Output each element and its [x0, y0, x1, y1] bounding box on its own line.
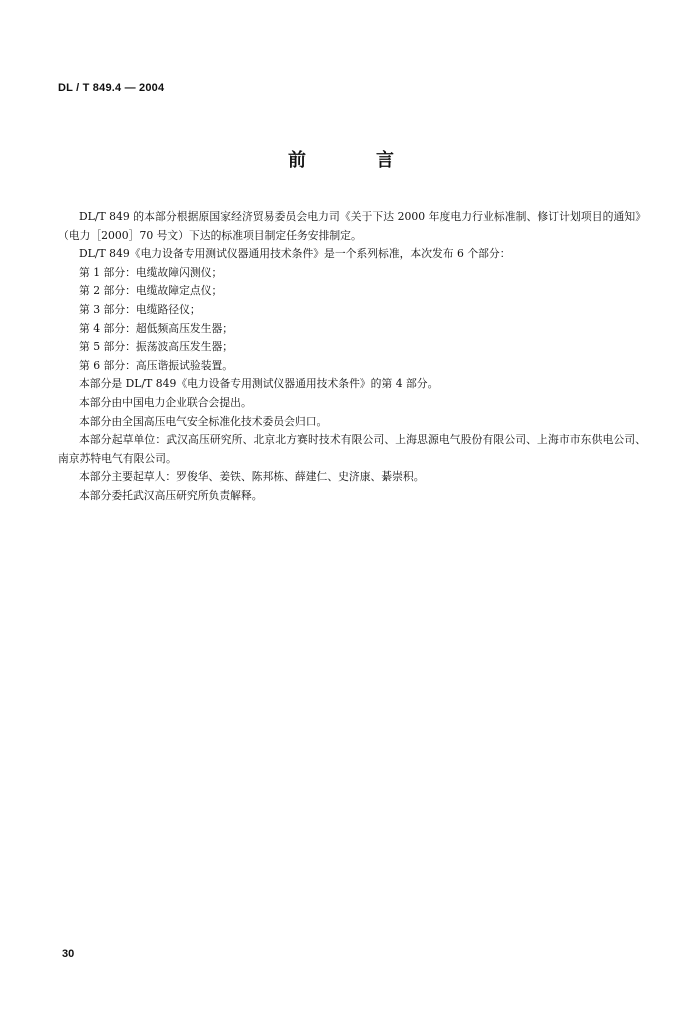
- paragraph-this-part: 本部分是 DL/T 849《电力设备专用测试仪器通用技术条件》的第 4 部分。: [79, 377, 439, 391]
- paragraph-part-2: 第 2 部分：电缆故障定点仪；: [79, 284, 223, 298]
- paragraph-main-drafters: 本部分主要起草人：罗俊华、姜铁、陈邦栋、薛建仁、史济康、綦崇积。: [79, 470, 425, 484]
- paragraph-part-6: 第 6 部分：高压谐振试验装置。: [79, 358, 234, 372]
- page-number: 30: [62, 948, 75, 960]
- paragraph-proposed-by: 本部分由中国电力企业联合会提出。: [79, 395, 252, 409]
- standard-code: DL / T 849.4 — 2004: [58, 82, 165, 94]
- paragraph-drafting-basis: DL/T 849 的本部分根据原国家经济贸易委员会电力司《关于下达 2000 年度电力行业标准制、修订计划项目的通知》（电力［2000］70 号文）下达的标准项目制定任务安排制定。: [58, 210, 646, 242]
- paragraph-series-overview: DL/T 849《电力设备专用测试仪器通用技术条件》是一个系列标准，本次发布 6 个部分：: [79, 247, 511, 261]
- paragraph-part-4: 第 4 部分：超低频高压发生器；: [79, 321, 234, 335]
- paragraph-drafting-units: 本部分起草单位：武汉高压研究所、北京北方赛时技术有限公司、上海思源电气股份有限公司、上海市市东供电公司、南京苏特电气有限公司。: [58, 433, 646, 465]
- paragraph-centralized-by: 本部分由全国高压电气安全标准化技术委员会归口。: [79, 414, 328, 428]
- paragraph-part-3: 第 3 部分：电缆路径仪；: [79, 302, 201, 316]
- page-title: 前 言: [288, 150, 420, 171]
- paragraph-interpretation: 本部分委托武汉高压研究所负责解释。: [79, 488, 263, 502]
- foreword-body: [58, 208, 646, 506]
- paragraph-part-5: 第 5 部分：振荡波高压发生器；: [79, 340, 234, 354]
- paragraph-part-1: 第 1 部分：电缆故障闪测仪；: [79, 265, 223, 279]
